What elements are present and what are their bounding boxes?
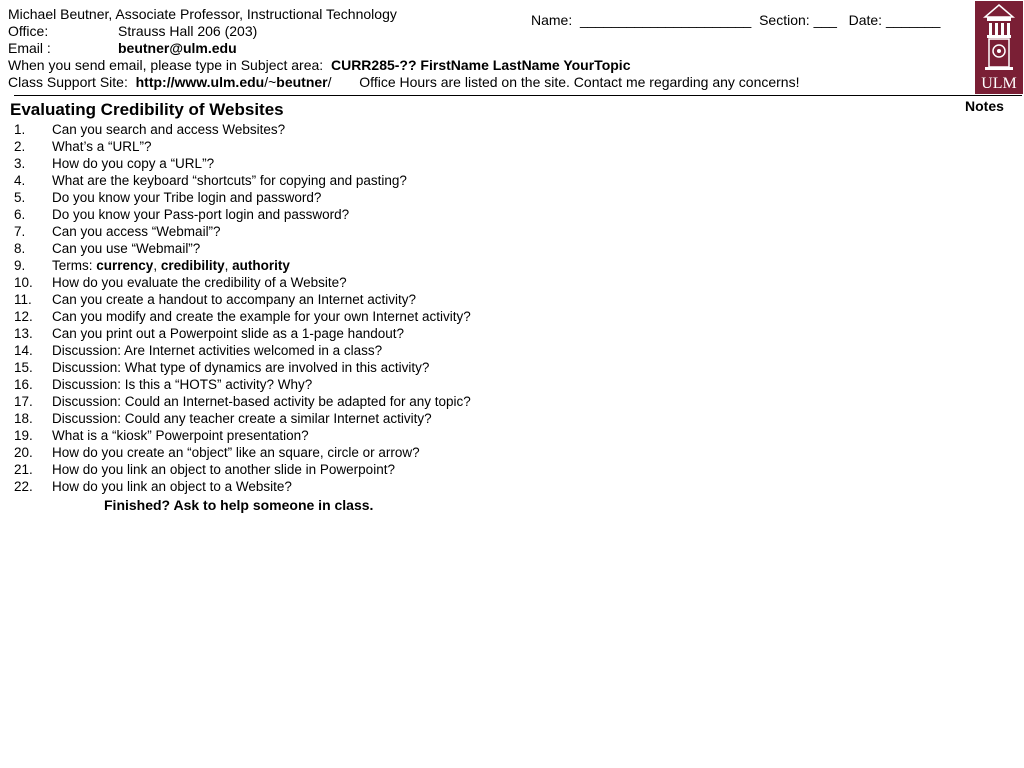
item-text: What are the keyboard “shortcuts” for copying and pasting? bbox=[52, 173, 407, 188]
item-number: 7. bbox=[14, 224, 26, 239]
terms-text: Terms: currency, credibility, authority bbox=[52, 258, 290, 273]
item-text: Do you know your Pass-port login and password? bbox=[52, 207, 350, 222]
office-label: Office: bbox=[8, 23, 49, 39]
item-text: Discussion: What type of dynamics are involved in this activity? bbox=[52, 360, 430, 375]
instructor-line: Michael Beutner, Associate Professor, Instructional Technology bbox=[8, 6, 397, 22]
header-divider bbox=[14, 95, 1022, 96]
item-text: Discussion: Could an Internet-based activity be adapted for any topic? bbox=[52, 394, 471, 409]
item-text: Discussion: Is this a “HOTS” activity? Why? bbox=[52, 377, 313, 392]
support-label: Class Support Site: bbox=[8, 74, 128, 90]
item-text: Can you search and access Websites? bbox=[52, 122, 286, 137]
subject-value: CURR285-?? FirstName LastName YourTopic bbox=[330, 57, 631, 73]
item-text: Do you know your Tribe login and password? bbox=[52, 190, 322, 205]
item-number: 15. bbox=[14, 360, 33, 375]
term-credibility: credibility bbox=[160, 258, 225, 273]
item-text: Discussion: Could any teacher create a similar Internet activity? bbox=[52, 411, 432, 426]
item-number: 1. bbox=[14, 122, 26, 137]
item-text: Can you use “Webmail”? bbox=[52, 241, 201, 256]
support-url-user: beutner bbox=[276, 74, 328, 90]
item-text: What’s a “URL”? bbox=[52, 139, 152, 154]
item-text: Discussion: Are Internet activities welcomed in a class? bbox=[52, 343, 383, 358]
term-authority: authority bbox=[232, 258, 290, 273]
support-url-end: / bbox=[327, 74, 332, 90]
item-number: 20. bbox=[14, 445, 33, 460]
item-text: Can you modify and create the example for your own Internet activity? bbox=[52, 309, 471, 324]
ulm-logo bbox=[975, 1, 1023, 94]
ulm-tower-icon bbox=[975, 1, 1023, 94]
term-currency: currency bbox=[96, 258, 154, 273]
office-value: Strauss Hall 206 (203) bbox=[118, 23, 258, 39]
support-site-link[interactable] bbox=[136, 74, 332, 90]
item-text: How do you link an object to another slide in Powerpoint? bbox=[52, 462, 395, 477]
item-text: How do you copy a “URL”? bbox=[52, 156, 215, 171]
item-text: Can you access “Webmail”? bbox=[52, 224, 221, 239]
item-number: 12. bbox=[14, 309, 33, 324]
office-row bbox=[8, 23, 408, 40]
name-section-date-line: Name: ______________________ Section: ___ Date: _______ bbox=[531, 12, 941, 28]
office-hours-note: Office Hours are listed on the site. Contact me regarding any concerns! bbox=[359, 74, 800, 90]
item-text: How do you create an “object” like an square, circle or arrow? bbox=[52, 445, 420, 460]
email-row bbox=[8, 40, 408, 57]
item-number: 9. bbox=[14, 258, 26, 273]
item-number: 3. bbox=[14, 156, 26, 171]
item-number: 22. bbox=[14, 479, 33, 494]
item-number: 19. bbox=[14, 428, 33, 443]
item-text: How do you evaluate the credibility of a Website? bbox=[52, 275, 347, 290]
item-number: 21. bbox=[14, 462, 33, 477]
item-text: Can you create a handout to accompany an Internet activity? bbox=[52, 292, 416, 307]
terms-prefix: Terms: bbox=[52, 258, 93, 273]
item-number: 10. bbox=[14, 275, 33, 290]
item-number: 5. bbox=[14, 190, 26, 205]
subject-instruction bbox=[8, 57, 630, 74]
item-number: 17. bbox=[14, 394, 33, 409]
item-number: 18. bbox=[14, 411, 33, 426]
item-text: What is a “kiosk” Powerpoint presentation? bbox=[52, 428, 309, 443]
item-text: Can you print out a Powerpoint slide as a 1-page handout? bbox=[52, 326, 404, 341]
support-url-sep: /~ bbox=[264, 74, 277, 90]
support-site-row bbox=[8, 74, 799, 91]
page-title: Evaluating Credibility of Websites bbox=[10, 100, 284, 119]
item-number: 4. bbox=[14, 173, 26, 188]
item-number: 14. bbox=[14, 343, 33, 358]
item-number: 13. bbox=[14, 326, 33, 341]
item-number: 2. bbox=[14, 139, 26, 154]
notes-label: Notes bbox=[965, 98, 1004, 114]
subject-prefix: When you send email, please type in Subject area: bbox=[8, 57, 324, 73]
item-text: How do you link an object to a Website? bbox=[52, 479, 292, 494]
item-number: 6. bbox=[14, 207, 26, 222]
email-link[interactable]: beutner@ulm.edu bbox=[118, 40, 237, 56]
logo-text: ULM bbox=[981, 75, 1017, 92]
item-number: 8. bbox=[14, 241, 26, 256]
item-number: 16. bbox=[14, 377, 33, 392]
support-url-main: http://www.ulm.edu bbox=[135, 74, 265, 90]
item-number: 11. bbox=[14, 292, 32, 307]
finished-note: Finished? Ask to help someone in class. bbox=[104, 497, 374, 513]
email-label: Email : bbox=[8, 40, 51, 56]
